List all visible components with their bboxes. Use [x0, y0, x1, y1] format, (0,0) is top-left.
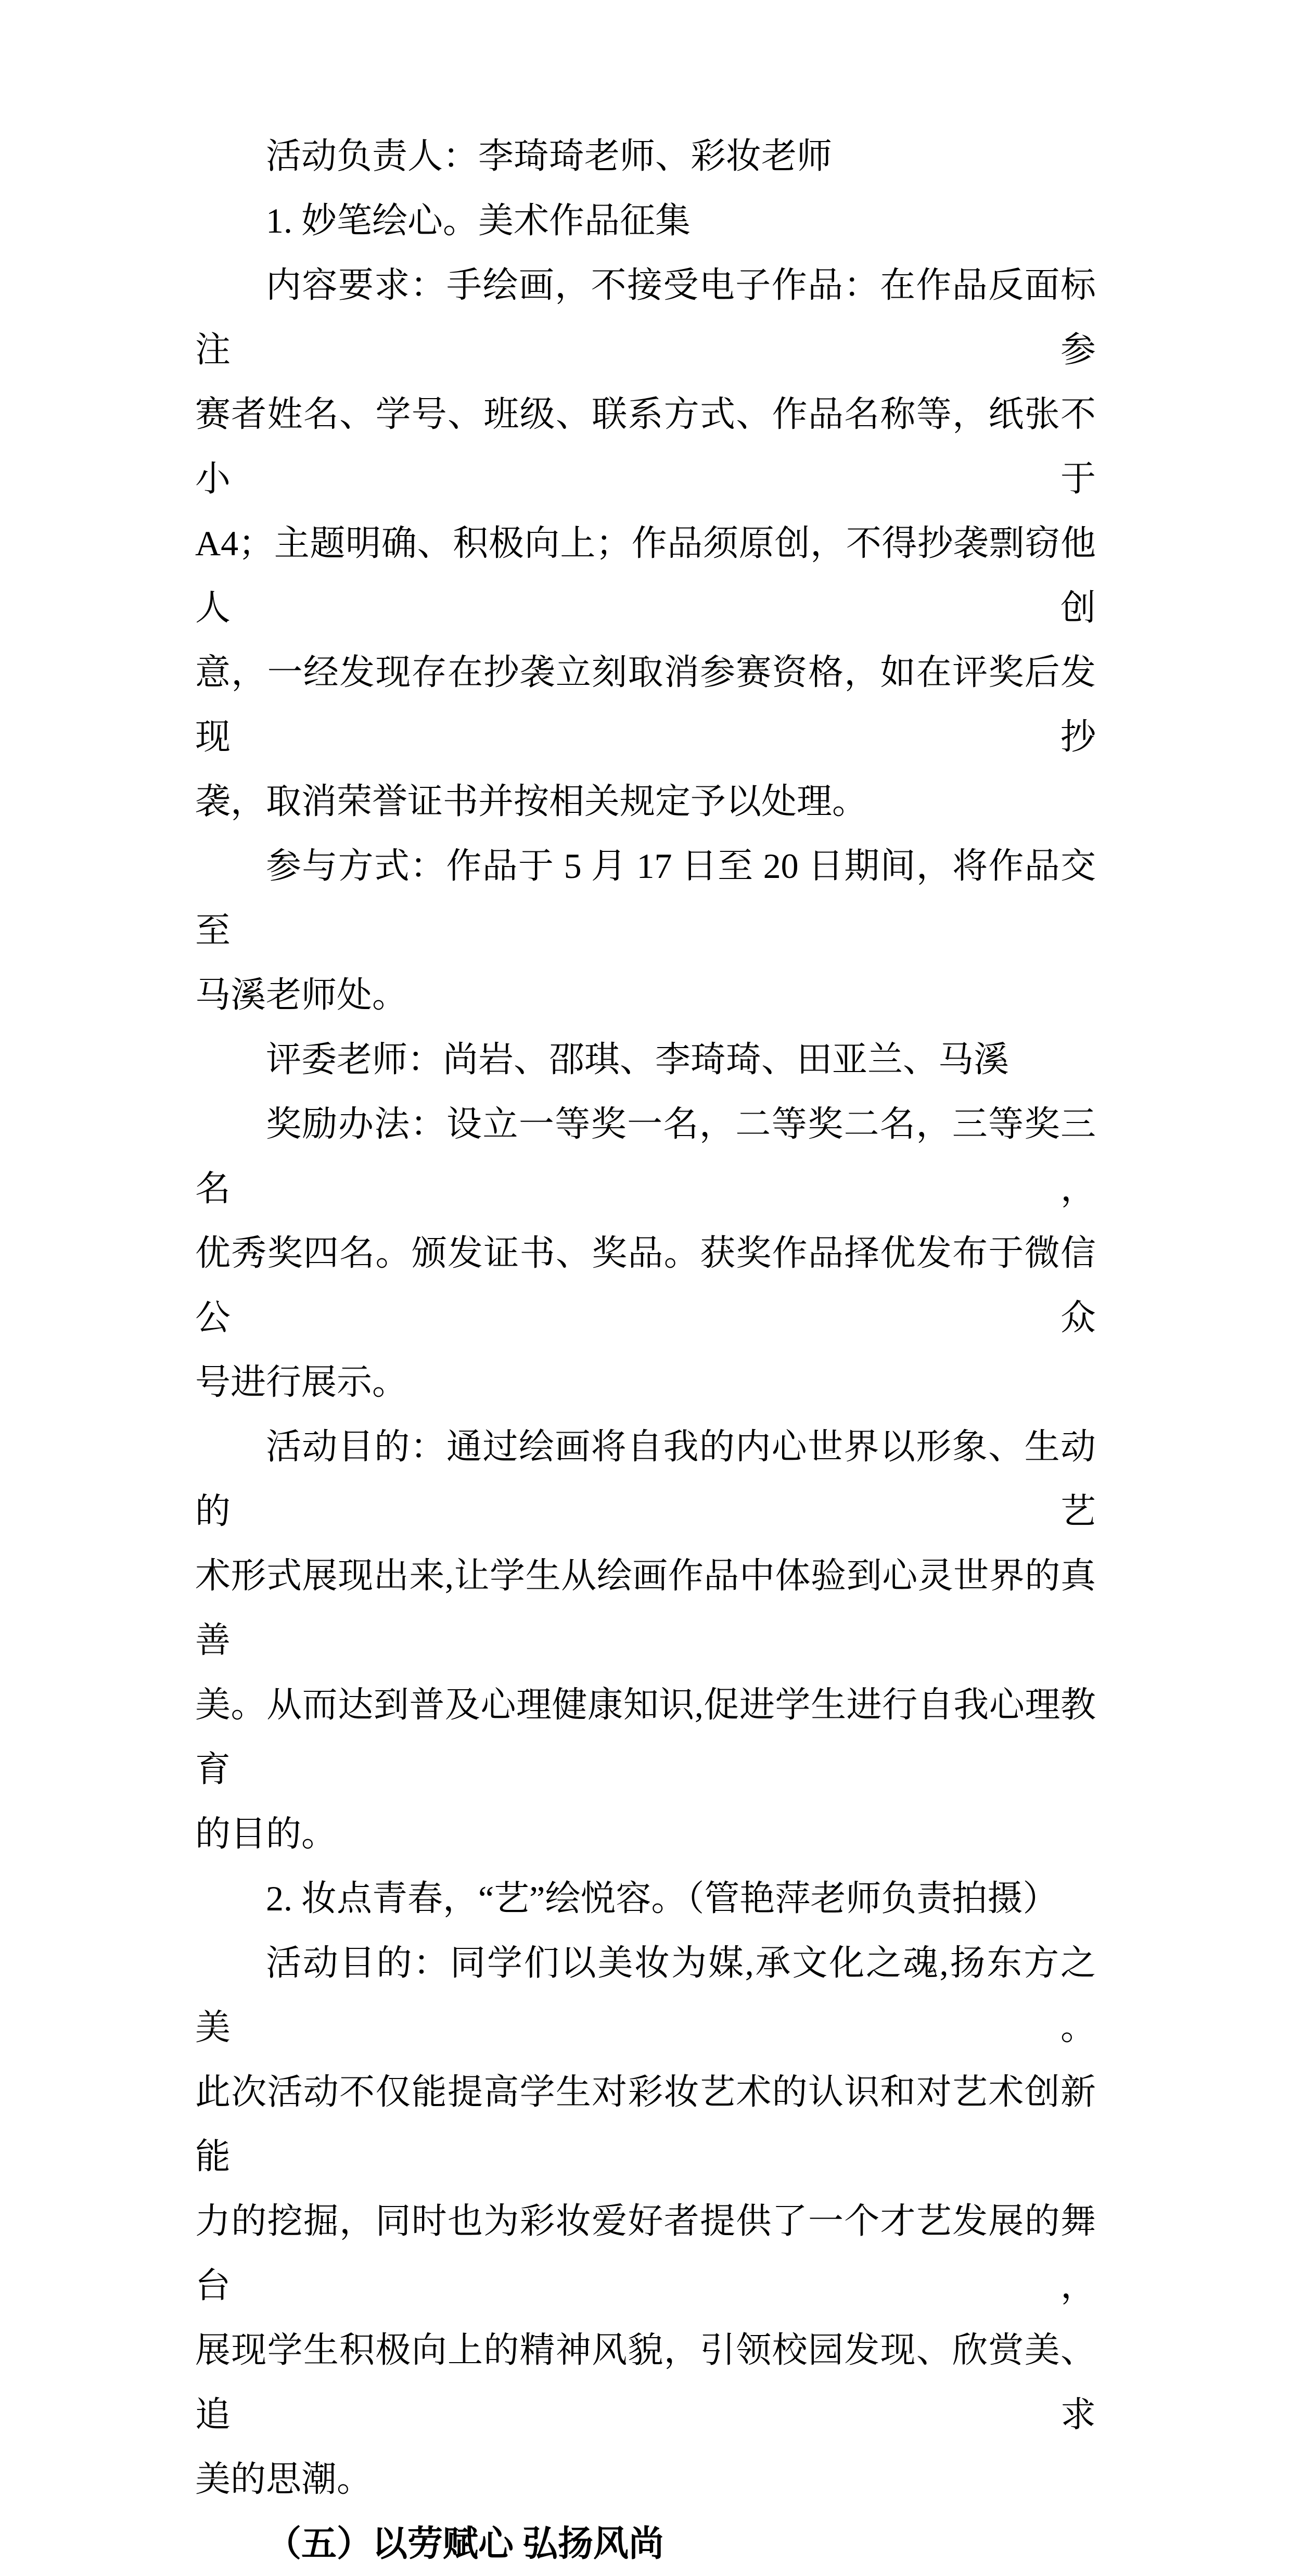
document-body — [195, 124, 1096, 2576]
text-line: （五）以劳赋心 弘扬风尚 — [266, 2524, 664, 2564]
paragraph-content-requirements — [195, 253, 1096, 834]
heading-item-2-makeup — [195, 1866, 1096, 1931]
text-line: 活动目的：同学们以美妆为媒,承文化之魂,扬东方之美。 — [195, 1943, 1096, 2047]
paragraph-activity-purpose-makeup — [195, 1931, 1096, 2511]
text-line: 活动负责人：李琦琦老师、彩妆老师 — [266, 136, 833, 176]
text-line: 评委老师：尚岩、邵琪、李琦琦、田亚兰、马溪 — [266, 1040, 1009, 1079]
text-line: 此次活动不仅能提高学生对彩妆艺术的认识和对艺术创新能 — [195, 2072, 1096, 2176]
text-line: 参与方式：作品于 5 月 17 日至 20 日期间，将作品交至 — [195, 846, 1096, 950]
paragraph-activity-purpose-art — [195, 1414, 1096, 1866]
text-line: 奖励办法：设立一等奖一名，二等奖二名，三等奖三名， — [195, 1104, 1096, 1208]
text-line: 号进行展示。 — [195, 1362, 408, 1402]
text-line: 意，一经发现存在抄袭立刻取消参赛资格，如在评奖后发现抄 — [195, 653, 1096, 757]
text-line: 展现学生积极向上的精神风貌，引领校园发现、欣赏美、追求 — [195, 2330, 1096, 2434]
text-line: 优秀奖四名。颁发证书、奖品。获奖作品择优发布于微信公众 — [195, 1233, 1096, 1337]
heading-section-5-labor — [195, 2511, 1096, 2576]
text-line: 美。从而达到普及心理健康知识,促进学生进行自我心理教育 — [195, 1685, 1096, 1789]
text-line: 活动目的：通过绘画将自我的内心世界以形象、生动的艺 — [195, 1427, 1096, 1531]
text-line: 力的挖掘，同时也为彩妆爱好者提供了一个才艺发展的舞台， — [195, 2201, 1096, 2305]
text-line: 2. 妆点青春，“艺”绘悦容。（管艳萍老师负责拍摄） — [266, 1879, 1058, 1918]
heading-item-1-art-collection — [195, 188, 1096, 253]
text-line: 马溪老师处。 — [195, 975, 408, 1015]
text-line: 术形式展现出来,让学生从绘画作品中体验到心灵世界的真善 — [195, 1556, 1096, 1660]
text-line: 美的思潮。 — [195, 2459, 373, 2499]
text-line: 袭，取消荣誉证书并按相关规定予以处理。 — [195, 782, 868, 821]
paragraph-participation-method — [195, 834, 1096, 1027]
text-line: 内容要求：手绘画，不接受电子作品：在作品反面标注参 — [195, 265, 1096, 369]
text-line: 的目的。 — [195, 1814, 337, 1854]
text-line: 1. 妙笔绘心。美术作品征集 — [266, 201, 691, 240]
paragraph-activity-leader — [195, 124, 1096, 188]
text-line: A4；主题明确、积极向上；作品须原创，不得抄袭剽窃他人创 — [195, 524, 1096, 628]
paragraph-judges — [195, 1027, 1096, 1092]
paragraph-awards — [195, 1092, 1096, 1414]
text-line: 赛者姓名、学号、班级、联系方式、作品名称等，纸张不小于 — [195, 394, 1096, 499]
